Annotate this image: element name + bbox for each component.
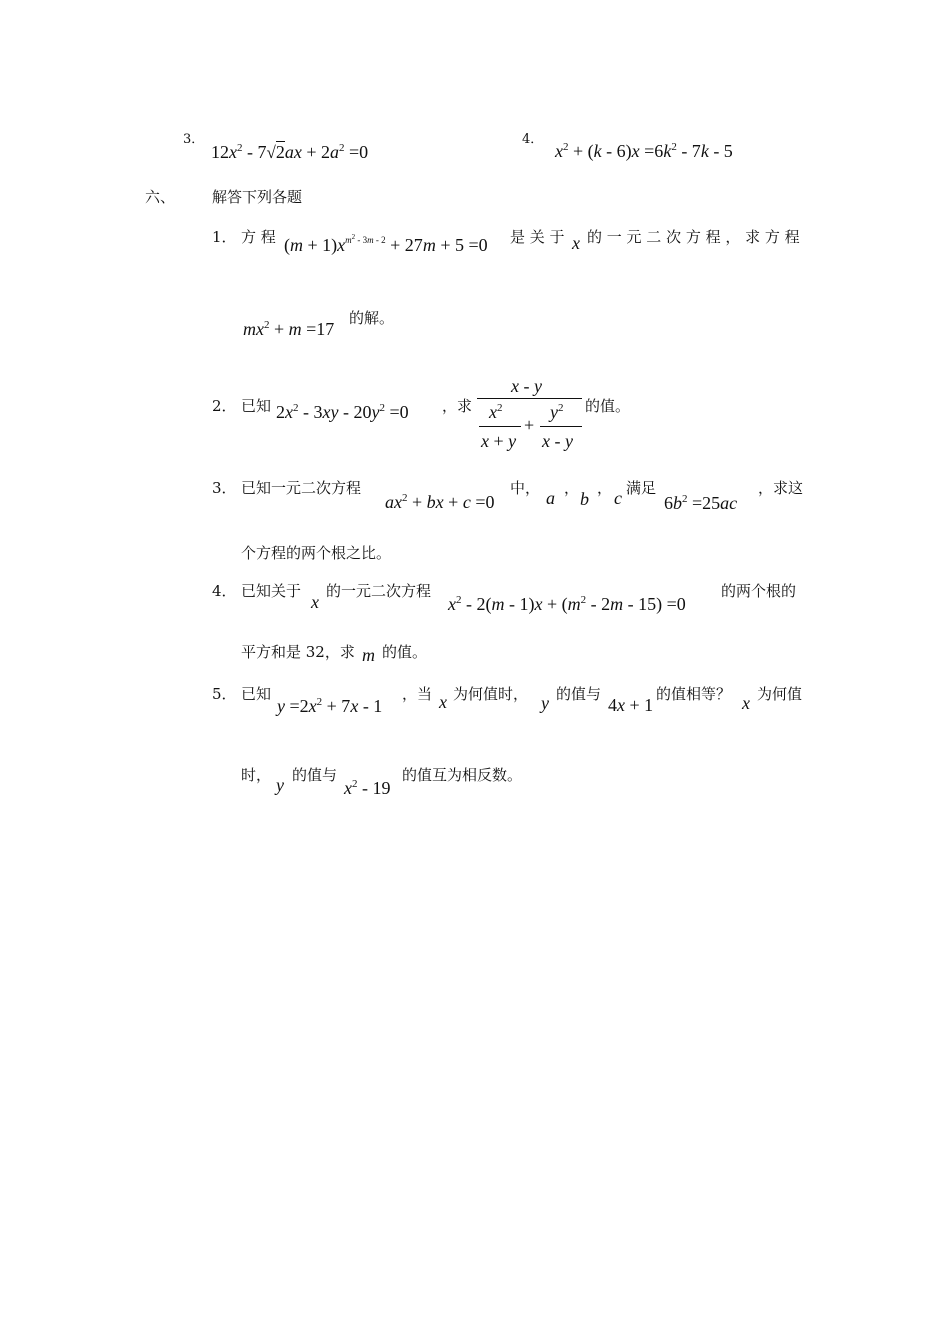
q4-text-a: 已知关于 <box>241 582 302 600</box>
q1-equation-2: $mx^2 + m =17$ <box>243 319 335 339</box>
q3-number: 3． <box>212 479 237 497</box>
q5-expr-1: 4x + 1 <box>608 695 654 715</box>
item-4-equation: $x^2 + (k - 6)x =6k^2 - 7k - 5$ <box>555 141 733 161</box>
q3-equation: $ax^2$ + bx + c =0 <box>385 492 495 512</box>
q3-sep-2: ， <box>597 479 613 497</box>
q3-var-b: b <box>580 489 589 509</box>
q4-var-m: m <box>362 645 375 665</box>
q2-number: 2． <box>212 397 237 415</box>
q3-var-c: c <box>614 488 622 508</box>
q5-var-y-1: y <box>541 693 549 713</box>
q3-text-a: 已知一元二次方程 <box>241 479 362 497</box>
item-3-number: 3． <box>183 132 205 147</box>
q2-text-a: 已知 <box>241 397 272 415</box>
q5-text-c: 为何值时， <box>453 685 529 703</box>
q5-var-x-2: x <box>742 693 750 713</box>
section-label: 六、 <box>145 188 176 206</box>
q5-text-i: 的值互为相反数。 <box>402 766 523 784</box>
q2-text-b: ，求 <box>442 397 473 415</box>
q4-var-x: x <box>311 592 319 612</box>
q5-var-y-2: y <box>276 775 284 795</box>
item-3-equation: $12x^2 - 7√2ax + 2a^2 =0$ <box>211 142 369 162</box>
q5-text-g: 时， <box>241 766 272 784</box>
q4-text-b: 的一元二次方程 <box>326 582 432 600</box>
q3-sep-1: ， <box>564 479 580 497</box>
q3-var-a: a <box>546 488 555 508</box>
q1-text-b: 是 关 于 <box>510 228 565 246</box>
section-title: 解答下列各题 <box>212 188 303 206</box>
q5-equation: $y =2x^2 + 7x - 1$ <box>277 696 383 716</box>
q1-text-c: 的 一 元 二 次 方 程 ， 求 方 程 <box>587 228 800 246</box>
q3-text-c: 满足 <box>626 479 657 497</box>
q3-condition: $6b^2 =25ac$ <box>664 493 738 513</box>
q3-text-d: ，求这 <box>758 479 804 497</box>
q4-equation: $x^2 - 2(m - 1)x + (m^2 - 2m - 15) =0$ <box>448 594 686 614</box>
q1-number: 1． <box>212 228 237 246</box>
q4-text-d: 平方和是 32，求 <box>241 643 355 661</box>
q1-text-d: 的解。 <box>349 309 395 327</box>
q5-var-x-1: x <box>439 692 447 712</box>
q3-text-b: 中， <box>510 479 541 497</box>
q5-text-e: 的值相等？ <box>656 685 732 703</box>
q4-text-e: 的值。 <box>382 643 428 661</box>
document-page: 3． $12x^2 - 7√2ax + 2a^2 =0$ 4． $x^2 + (k - 6)x =6k^2 - 7k - 5$ 六、 解答下列各题 1． 方 程 $(m + 1)x^{m^2 - 3m - 2} + 27m + 5 =0$ 是 关 于 x 的 一 元 二 次 方 程 ， 求 方 程 $mx^2 + m =17$ 的解。 2． 已知 $2x^2 - 3xy - 20y^2 =0$ ，求 x - y $x^2$ x + y + $y^2$ x - y 的值。 3． 已知一元二次方程 $ax^2$ + bx + c =0 中， a ， b ， c 满足 $6b^2 =25ac$ ，求这 个方程的两个根之比。 4． 已知关于 x 的一元二次方程 $x^2 - 2(m - 1)x + (m^2 - 2m - 15) =0$ 的两个根的 平方和是 32，求 m 的值。 5． 已知 $y =2x^2 + 7x - 1$ ，当 x 为何值时， y 的值与 4x + 1 的值相等？ x 为何值 时， y 的值与 $x^2 - 19$ 的值互为相反数。 <box>145 132 804 798</box>
q1-text-a: 方 程 <box>241 228 276 246</box>
q5-text-b: ，当 <box>402 685 433 703</box>
q2-equation: $2x^2 - 3xy - 20y^2 =0$ <box>276 402 409 422</box>
q4-text-c: 的两个根的 <box>721 582 797 600</box>
q2-text-c: 的值。 <box>585 397 631 415</box>
q5-text-h: 的值与 <box>292 766 338 784</box>
q5-number: 5． <box>212 685 237 703</box>
q5-text-f: 为何值 <box>757 685 803 703</box>
q1-equation: $(m + 1)x^{m^2 - 3m - 2} + 27m + 5 =0$ <box>284 233 488 255</box>
item-4-number: 4． <box>522 132 544 147</box>
q5-text-d: 的值与 <box>556 685 602 703</box>
q1-var-x: x <box>572 233 580 253</box>
q5-expr-2: $x^2 - 19$ <box>344 778 391 798</box>
q4-number: 4． <box>212 582 237 600</box>
q3-text-e: 个方程的两个根之比。 <box>241 544 392 562</box>
q5-text-a: 已知 <box>241 685 272 703</box>
